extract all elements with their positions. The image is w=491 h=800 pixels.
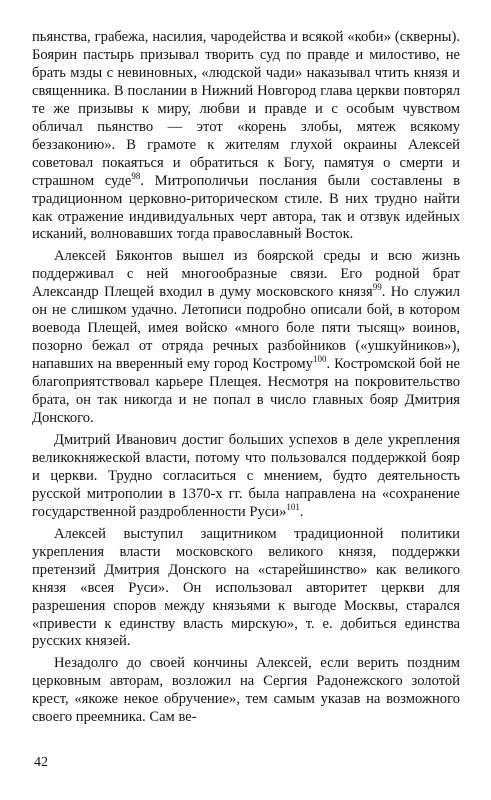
- footnote-marker: 100: [312, 354, 327, 365]
- paragraph: [32, 248, 460, 428]
- paragraph-text: . Но служил он не слишком удачно. Летописи подробно описали бой, в котором воевода Плещей, имея войско «много боле пяти тысящ» воинов, позорно бежал от отряда речных разбойников («ушкуйников»), напавших на вверенный ему город Кострому: [32, 284, 460, 373]
- paragraph-text: Незадолго до своей кончины Алексей, если верить поздним церковным авторам, возложил на Сергия Радонежского золотой крест, «якоже некое обручение», тем самым указав на возможного своего преемника. Сам ве-: [32, 655, 460, 726]
- paragraph-text: . Костромской бой не благоприятствовал карьере Плещея. Несмотря на покровительство брата, он так никогда и не попал в число главных бояр Дмитрия Донского.: [32, 356, 460, 427]
- paragraph-text: .: [299, 503, 304, 520]
- paragraph: [32, 526, 460, 652]
- paragraph: [32, 655, 460, 727]
- footnote-marker: 98: [131, 170, 141, 181]
- paragraph-text: Алексей Бяконтов вышел из боярской среды и всю жизнь поддерживал с ней многообразные связи. Его родной брат Александр Плещей входил в думу московского князя: [32, 248, 460, 301]
- paragraph: [32, 29, 460, 244]
- page-number: 42: [34, 755, 48, 770]
- paragraph-text: Дмитрий Иванович достиг больших успехов в деле укрепления великокняжеской власти, потому что пользовался поддержкой бояр и церкви. Трудно согласиться с мнением, будто деятельность русской митрополии в 1370-х гг. была направлена на «сохранение государственной раздробленности Руси»: [32, 431, 460, 520]
- body-text: [32, 29, 460, 731]
- paragraph: [32, 432, 460, 522]
- paragraph-text: . Митрополичьи послания были составлены в традиционном церковно-риторическом стиле. В них трудно найти как отражение индивидуальных черт автора, так и отзвук идейных исканий, волновавших тогда православный Восток.: [32, 172, 460, 243]
- paragraph-text: Алексей выступил защитником традиционной политики укрепления власти московского великого князя, поддержки претензий Дмитрия Донского на «старейшинство» как великого князя «всея Руси». Он использовал авторитет церкви для разрешения споров между князьями к выгоде Москвы, старался «привести к единству власть мирскую», т. е. добиться единства русских князей.: [32, 525, 460, 650]
- footnote-marker: 101: [286, 501, 300, 512]
- footnote-marker: 99: [372, 282, 382, 293]
- paragraph-text: пьянства, грабежа, насилия, чародейства и всякой «коби» (скверны). Боярин пастырь призывал творить суд по правде и милостиво, не брать мзды с невиновных, «людской чади» наказывал чтить князя и священника. В послании в Нижний Новгород глава церкви повторял те же призывы к миру, любви и правде и с особым чувством обличал пьянство — этот «корень злобы, мятеж всякому беззаконию». В грамоте к жителям глухой окраины Алексей советовал покаяться и обратиться к Богу, памятуя о смерти и страшном суде: [32, 29, 460, 189]
